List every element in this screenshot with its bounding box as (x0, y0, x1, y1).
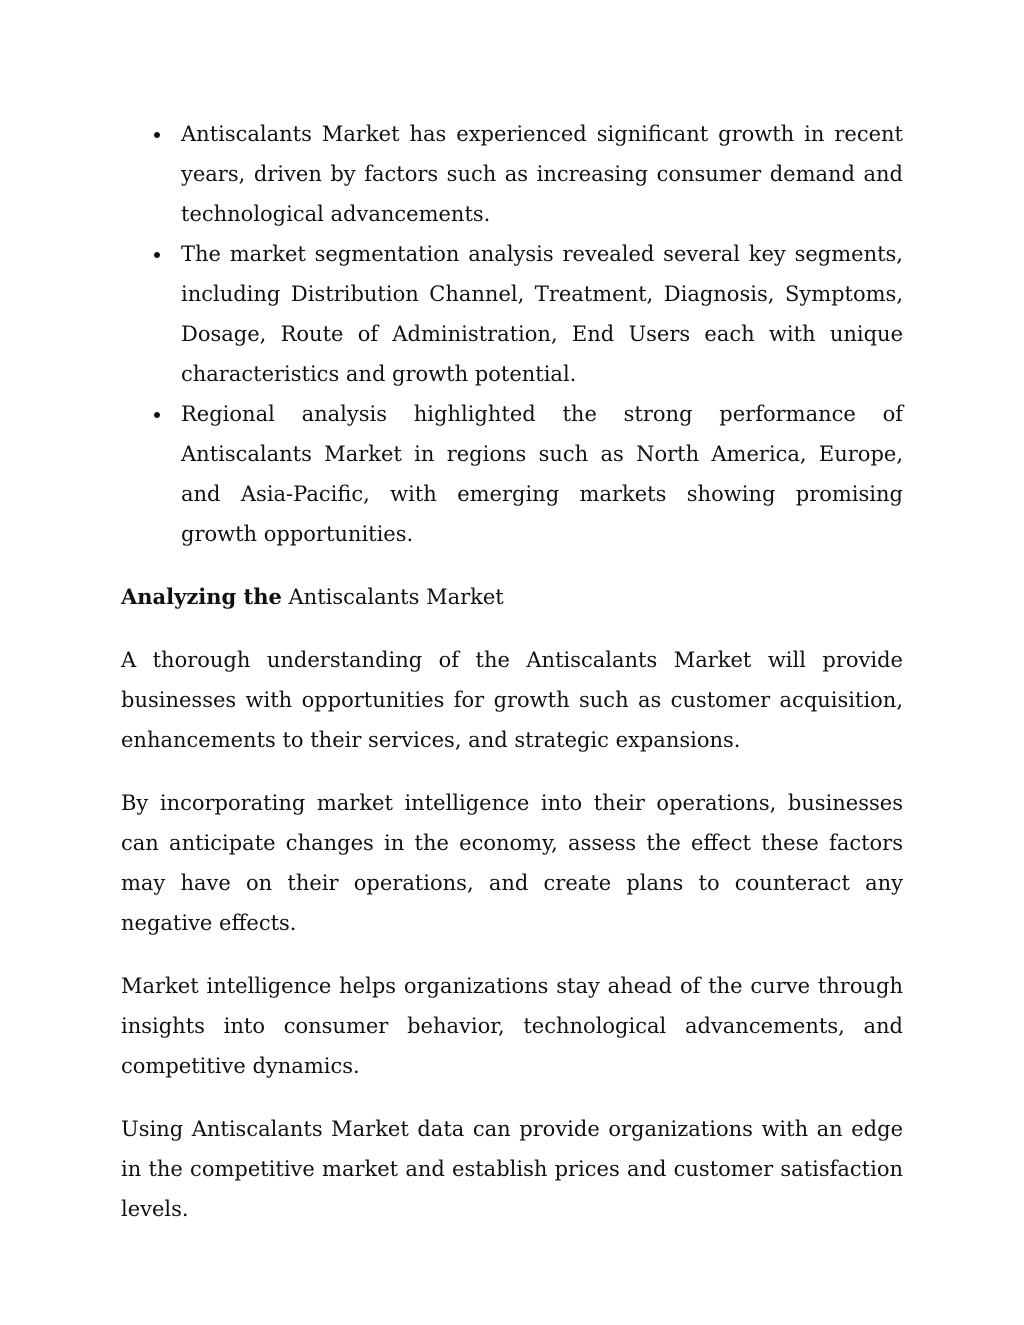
document-page (121, 114, 903, 1252)
bullet-list (121, 114, 903, 554)
bullet-item (121, 114, 903, 234)
bullet-dot-icon (154, 252, 160, 258)
paragraph: Market intelligence helps organizations stay ahead of the curve through insights into consumer behavior, technological advancements, and competitive dynamics. (121, 974, 903, 1078)
bullet-dot-icon (154, 412, 160, 418)
section-heading-bold: Analyzing the (121, 584, 282, 609)
bullet-dot-icon (154, 132, 160, 138)
section-heading (121, 577, 903, 617)
bullet-text: The market segmentation analysis revealed several key segments, including Distribution Channel, Treatment, Diagnosis, Symptoms, Dosage, Route of Administration, End Users each with unique characteristics and growth potential. (181, 242, 903, 386)
bullet-text: Antiscalants Market has experienced significant growth in recent years, driven by factors such as increasing consumer demand and technological advancements. (181, 122, 903, 226)
paragraph: A thorough understanding of the Antiscalants Market will provide businesses with opportunities for growth such as customer acquisition, enhancements to their services, and strategic expansions. (121, 648, 903, 752)
paragraph: By incorporating market intelligence into their operations, businesses can anticipate changes in the economy, assess the effect these factors may have on their operations, and create plans to counteract any negative effects. (121, 791, 903, 935)
paragraph: Using Antiscalants Market data can provide organizations with an edge in the competitive market and establish prices and customer satisfaction levels. (121, 1117, 903, 1221)
bullet-item (121, 394, 903, 554)
section-heading-rest: Antiscalants Market (281, 585, 504, 609)
bullet-text: Regional analysis highlighted the strong performance of Antiscalants Market in regions such as North America, Europe, and Asia-Pacific, with emerging markets showing promising growth opportunities. (181, 402, 903, 546)
bullet-item (121, 234, 903, 394)
